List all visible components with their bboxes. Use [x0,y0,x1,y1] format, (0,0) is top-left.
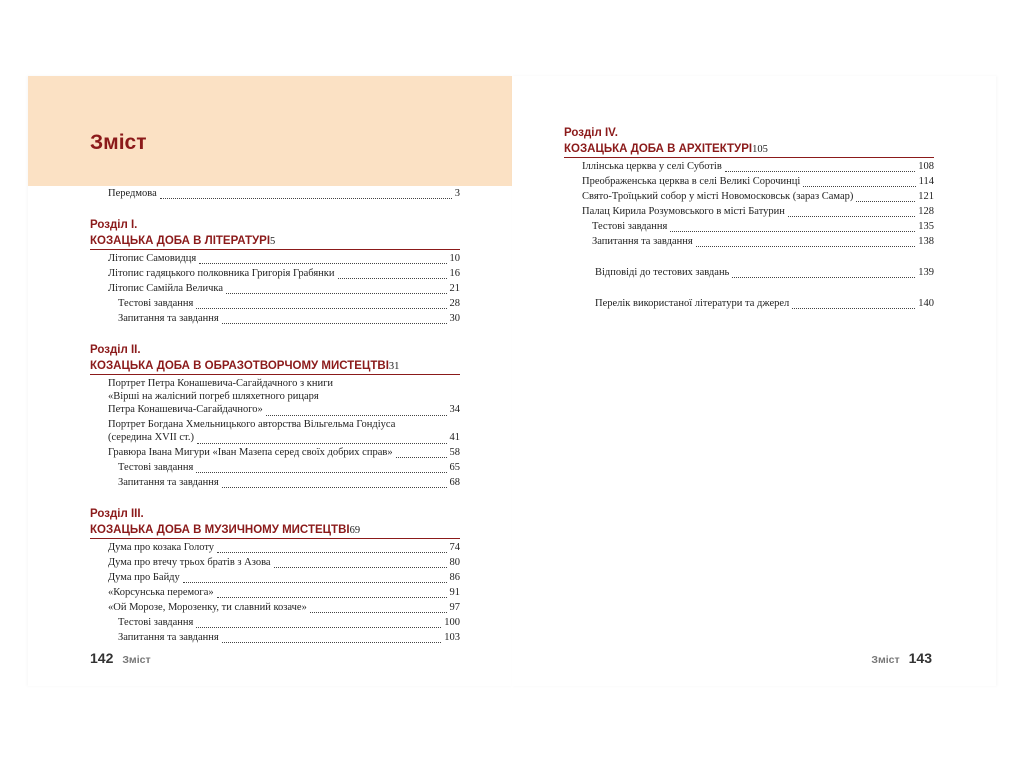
section-rule [90,374,460,375]
spacer [90,491,460,507]
dot-leader [792,299,915,309]
table-of-contents-right [564,126,934,312]
section-label: Розділ I. [90,219,138,231]
dot-leader [803,177,915,187]
spacer [564,250,934,266]
section-label: Розділ IV. [564,127,618,139]
entry-title-last-line [108,431,460,446]
page-ref: 138 [918,236,934,247]
spacer [90,327,460,343]
dot-leader [217,543,446,553]
page-ref: 21 [449,283,460,294]
dot-leader [196,299,446,309]
dot-leader [226,284,446,294]
toc-entry[interactable] [564,190,934,205]
toc-entry[interactable] [564,235,934,250]
section-rule [90,538,460,539]
dot-leader [222,314,447,324]
entry-title: Перелік використаної літератури та джерел [595,298,790,309]
right-page [512,76,996,686]
toc-entry[interactable] [90,571,460,586]
page-ref: 16 [449,268,460,279]
page-ref: 28 [449,298,460,309]
toc-entry[interactable] [90,556,460,571]
page-ref: 5 [270,236,276,247]
toc-entry[interactable] [90,476,460,491]
entry-title: «Ой Морозе, Морозенку, ти славний козаче» [108,602,307,613]
entry-title: Палац Кирила Розумовського в місті Батурин [582,206,785,217]
dot-leader [199,254,446,264]
entry-title: Запитання та завдання [592,236,693,247]
spacer [564,281,934,297]
page-number: 143 [908,650,932,666]
entry-title-line: Петра Конашевича-Сагайдачного» [108,404,263,415]
dot-leader [338,269,447,279]
toc-entry[interactable] [90,418,460,446]
toc-entry[interactable] [564,205,934,220]
dot-leader [856,192,915,202]
dot-leader [197,434,447,444]
entry-title: Гравюра Івана Мигури «Іван Мазепа серед своїх добрих справ» [108,447,393,458]
entry-title: Дума про втечу трьох братів з Азова [108,557,271,568]
page-ref: 34 [449,404,460,415]
page-ref: 140 [918,298,934,309]
entry-title: Тестові завдання [118,617,194,628]
page-ref: 114 [918,176,934,187]
page-ref: 103 [444,632,460,643]
section-title-entry[interactable] [564,141,934,157]
page-ref: 86 [449,572,460,583]
section-title-entry[interactable] [90,233,460,249]
dot-leader [670,222,915,232]
entry-title: Тестові завдання [118,462,194,473]
dot-leader [183,573,447,583]
page-ref: 139 [918,267,934,278]
dot-leader [217,588,447,598]
page-ref: 105 [752,144,768,155]
toc-entry[interactable] [90,282,460,297]
section-title-entry[interactable] [90,358,460,374]
page-title: Зміст [90,131,147,154]
page-ref: 3 [454,188,460,199]
toc-entry[interactable] [90,252,460,267]
toc-entry[interactable] [90,616,460,631]
toc-entry[interactable] [90,267,460,282]
toc-entry[interactable] [90,601,460,616]
left-page [28,76,512,686]
dot-leader [696,237,916,247]
entry-title-last-line [108,403,460,418]
dot-leader [196,618,441,628]
toc-entry[interactable] [564,220,934,235]
page-ref: 65 [449,462,460,473]
entry-title-line: «Вірші на жалісний погреб шляхетного рицаря [108,391,319,402]
section-title: КОЗАЦЬКА ДОБА В ОБРАЗОТВОРЧОМУ МИСТЕЦТВІ [90,360,389,372]
entry-title-line: (середина XVII ст.) [108,432,194,443]
entry-title: Відповіді до тестових завдань [595,267,730,278]
entry-title: Літопис Самійла Величка [108,283,224,294]
spacer [90,202,460,218]
entry-title: Запитання та завдання [118,477,219,488]
dot-leader [725,162,915,172]
toc-entry[interactable] [90,377,460,418]
dot-leader [266,406,447,416]
toc-entry[interactable] [90,446,460,461]
entry-title: Тестові завдання [592,221,668,232]
running-footer-text: Зміст [122,654,151,666]
page-ref: 30 [449,313,460,324]
page-ref: 58 [449,447,460,458]
section-rule [564,157,934,158]
page-ref: 68 [449,477,460,488]
entry-title: Передмова [108,188,157,199]
dot-leader [160,189,452,199]
section-title: КОЗАЦЬКА ДОБА В МУЗИЧНОМУ МИСТЕЦТВІ [90,524,350,536]
page-ref: 97 [449,602,460,613]
entry-title: Запитання та завдання [118,632,219,643]
entry-title-line: Портрет Богдана Хмельницького авторства Вільгельма Гондіуса [108,419,396,430]
entry-title: Літопис гадяцького полковника Григорія Грабянки [108,268,335,279]
page-ref: 80 [449,557,460,568]
page-ref: 69 [349,525,361,536]
footer-left [90,650,151,666]
toc-entry[interactable] [564,266,934,281]
dot-leader [310,603,447,613]
section-label: Розділ II. [90,344,141,356]
page-ref: 121 [918,191,934,202]
page-number: 142 [90,650,114,666]
dot-leader [222,478,447,488]
page-ref: 128 [918,206,934,217]
dot-leader [396,448,447,458]
page-ref: 100 [444,617,460,628]
toc-entry[interactable] [90,461,460,476]
footer-right [871,650,932,666]
entry-title: Дума про козака Голоту [108,542,215,553]
running-footer-text: Зміст [871,654,900,666]
entry-title-line: Портрет Петра Конашевича-Сагайдачного з книги [108,378,333,389]
page-ref: 91 [449,587,460,598]
entry-title: Свято-Троїцький собор у місті Новомосковськ (зараз Самар) [582,191,854,202]
dot-leader [222,633,442,643]
toc-entry[interactable] [90,187,460,202]
toc-entry[interactable] [564,297,934,312]
dot-leader [788,207,915,217]
page-ref: 10 [449,253,460,264]
entry-title: Іллінська церква у селі Суботів [582,161,722,172]
section-title: КОЗАЦЬКА ДОБА В ЛІТЕРАТУРІ [90,235,271,247]
toc-entry[interactable] [90,631,460,646]
entry-title: Преображенська церква в селі Великі Сорочинці [582,176,801,187]
entry-title: «Корсунська перемога» [108,587,214,598]
toc-entry[interactable] [564,160,934,175]
section-title-entry[interactable] [90,522,460,538]
toc-entry[interactable] [564,175,934,190]
toc-entry[interactable] [90,297,460,312]
page-ref: 135 [918,221,934,232]
table-of-contents-left [90,187,460,646]
entry-title: Тестові завдання [118,298,194,309]
entry-title: Літопис Самовидця [108,253,197,264]
section-title: КОЗАЦЬКА ДОБА В АРХІТЕКТУРІ [564,143,753,155]
entry-title: Запитання та завдання [118,313,219,324]
page-ref: 31 [388,361,400,372]
toc-entry[interactable] [90,586,460,601]
page-ref: 41 [449,432,460,443]
toc-entry[interactable] [90,312,460,327]
page-ref: 108 [918,161,934,172]
section-label: Розділ III. [90,508,144,520]
toc-entry[interactable] [90,541,460,556]
dot-leader [274,558,447,568]
entry-title: Дума про Байду [108,572,180,583]
page-ref: 74 [449,542,460,553]
dot-leader [732,268,915,278]
dot-leader [196,463,446,473]
